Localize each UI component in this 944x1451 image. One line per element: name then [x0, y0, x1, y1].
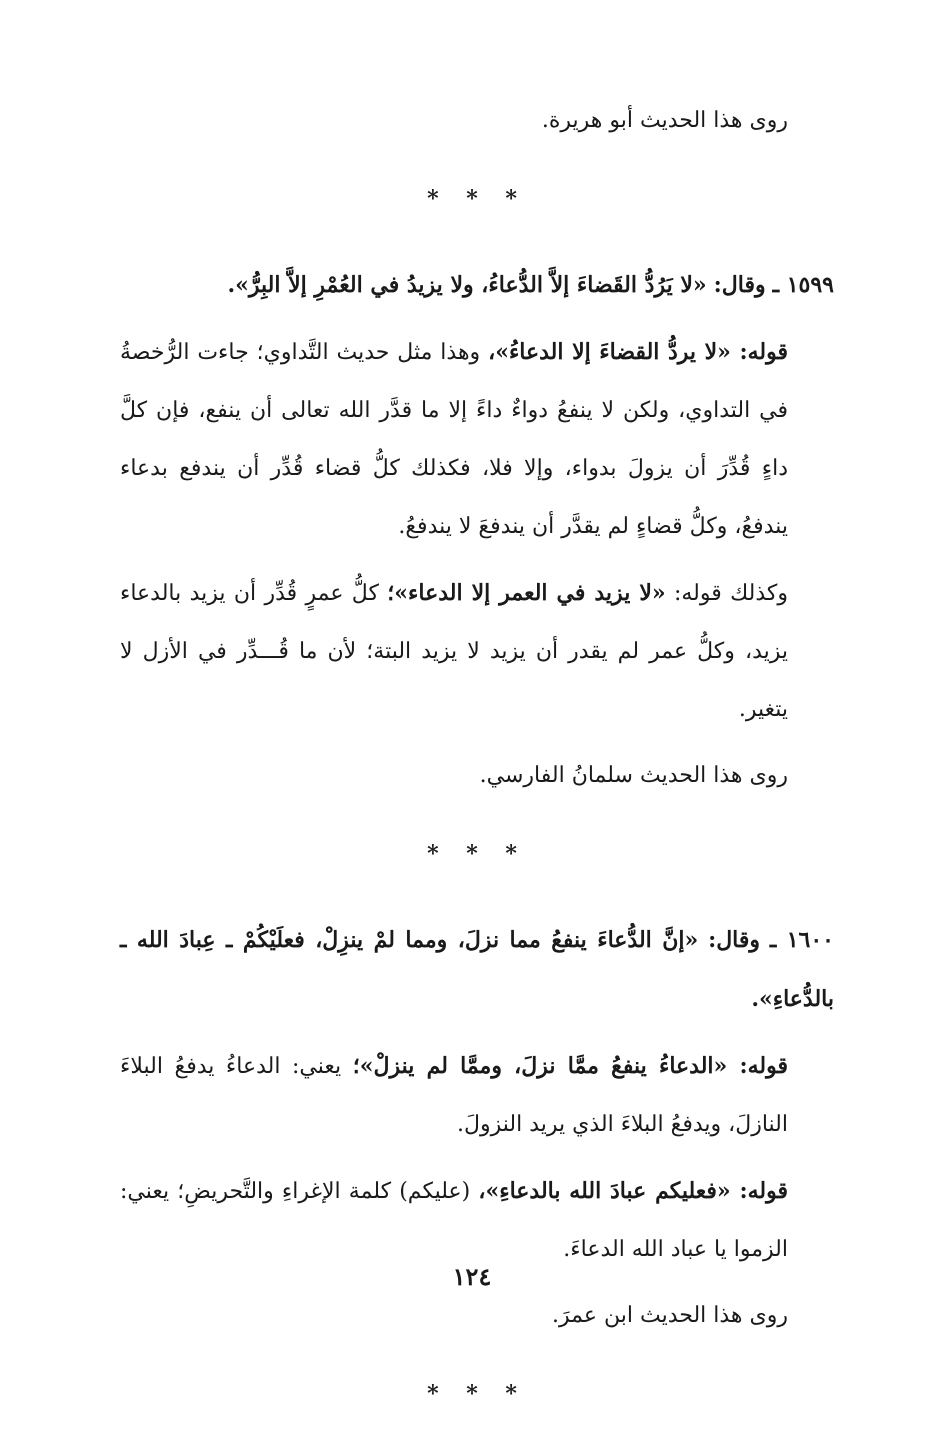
section-separator: * * * — [427, 1381, 527, 1407]
hadith-number: ١٥٩٩ ـ — [772, 272, 834, 298]
hadith-text: «لا يَرُدُّ القَضاءَ إلاَّ الدُّعاءُ، ولا يزيدُ في العُمْرِ إلاَّ البِرُّ». — [227, 272, 707, 298]
commentary-label: قوله: «الدعاءُ ينفعُ ممَّا نزلَ، وممَّا لم ينزلْ»؛ — [352, 1053, 789, 1079]
commentary-label: قوله: «لا يردُّ القضاءَ إلا الدعاءُ»، — [488, 339, 788, 365]
hadith-intro: وقال: — [708, 927, 761, 953]
narrator-line: روى هذا الحديث ابن عمرَ. — [552, 1303, 788, 1328]
hadith-text: «إنَّ الدُّعاءَ ينفعُ مما نزلَ، ومما لمْ ينزِلْ، فعلَيْكُمْ ـ عِبادَ الله ـ بالدُّعاءِ». — [120, 927, 834, 1012]
hadith-1600 — [120, 911, 834, 1029]
commentary-paragraph — [120, 1037, 834, 1154]
commentary-text: وهذا مثل حديث التَّداوي؛ جاءت الرُّخصةُ في التداوي، ولكن لا ينفعُ دواءٌ داءً إلا ما قدَّر الله تعالى أن ينفع، فإن كلَّ داءٍ قُدِّرَ أن يزولَ بدواء، وإلا فلا، فكذلك كلُّ قضاء قُدِّر أن يندفع بدعاء يندفعُ، وكلُّ قضاءٍ لم يقدَّر أن يندفعَ لا يندفعُ. — [120, 340, 788, 539]
commentary-label: قوله: «فعليكم عبادَ الله بالدعاءِ»، — [478, 1178, 788, 1204]
commentary-paragraph — [120, 564, 834, 739]
hadith-1599 — [120, 256, 834, 315]
commentary-text: كلُّ عمرٍ قُدِّر أن يزيد بالدعاء يزيد، وكلُّ عمر لم يقدر أن يزيد لا يزيد البتة؛ لأن ما قُـــدِّر في الأزل لا يتغير. — [120, 581, 788, 722]
commentary-text: (عليكم) كلمة الإغراءِ والتَّحريضِ؛ يعني: الزموا يا عباد الله الدعاءَ. — [120, 1179, 788, 1262]
page-number: ١٢٤ — [452, 1262, 492, 1291]
hadith-intro: وقال: — [713, 272, 766, 298]
commentary-prefix: وكذلك قوله: — [673, 581, 788, 606]
narrator-line: روى هذا الحديث أبو هريرة. — [541, 108, 788, 133]
commentary-label: «لا يزيد في العمر إلا الدعاء»؛ — [387, 580, 666, 606]
commentary-text: يعني: الدعاءُ يدفعُ البلاءَ النازلَ، ويدفعُ البلاءَ الذي يريد النزولَ. — [120, 1054, 788, 1137]
section-separator: * * * — [427, 841, 527, 867]
narrator-line: روى هذا الحديث سلمانُ الفارسي. — [479, 763, 788, 788]
page-body — [120, 92, 834, 1451]
section-separator: * * * — [427, 186, 527, 212]
hadith-number: ١٦٠٠ ـ — [769, 927, 834, 953]
commentary-paragraph — [120, 323, 834, 556]
